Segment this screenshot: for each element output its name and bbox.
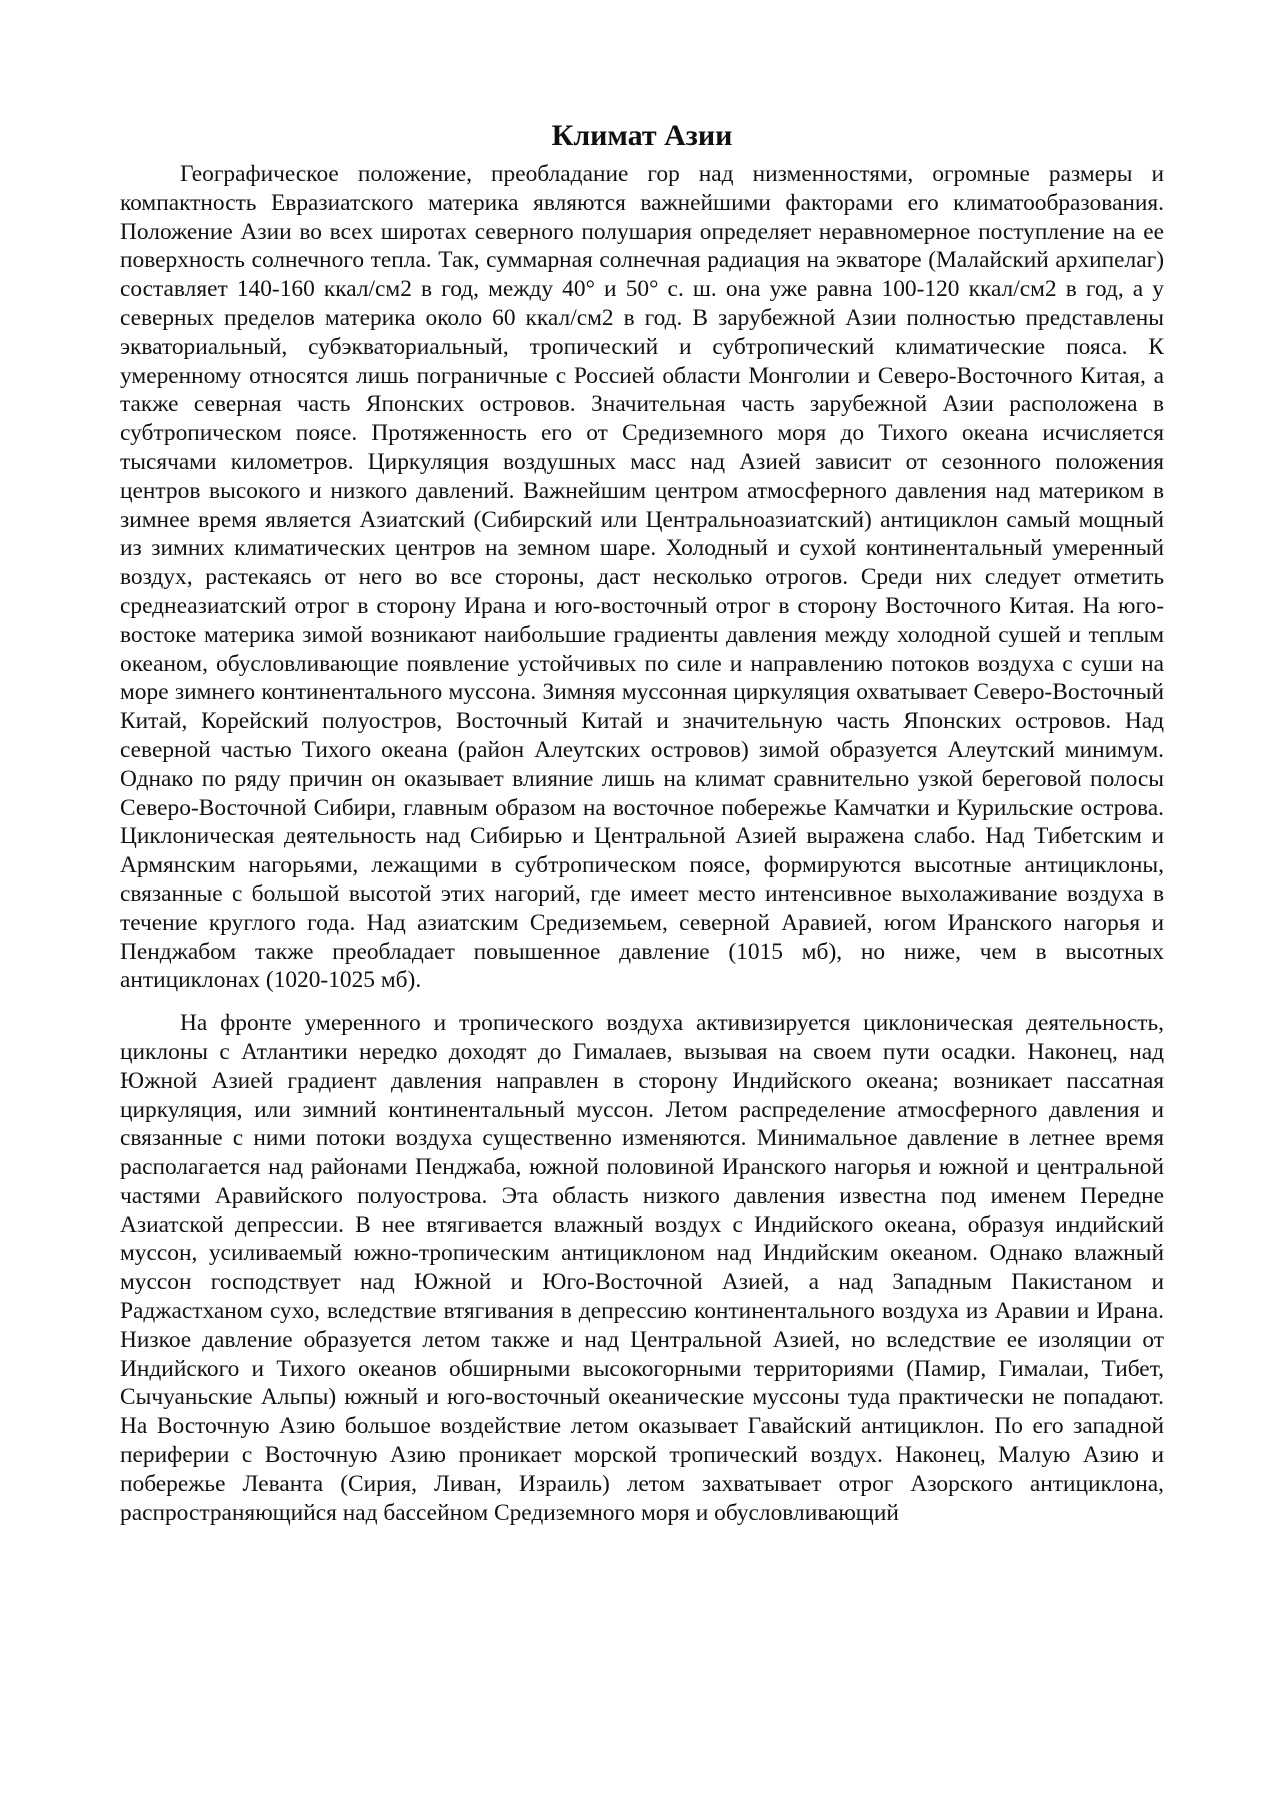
- document-page: [120, 118, 1164, 1527]
- paragraph-2: На фронте умеренного и тропического воздуха активизируется циклоническая деятельность, циклоны с Атлантики нередко доходят до Гималаев, вызывая на своем пути осадки. Наконец, над Южной Азией градиент давления направлен в сторону Индийского океана; возникает пассатная циркуляция, или зимний континентальный муссон. Летом распределение атмосферного давления и связанные с ними потоки воздуха существенно изменяются. Минимальное давление в летнее время располагается над районами Пенджаба, южной половиной Иранского нагорья и южной и центральной частями Аравийского полуострова. Эта область низкого давления известна под именем Передне Азиатской депрессии. В нее втягивается влажный воздух с Индийского океана, образуя индийский муссон, усиливаемый южно-тропическим антициклоном над Индийским океаном. Однако влажный муссон господствует над Южной и Юго-Восточной Азией, а над Западным Пакистаном и Раджастханом сухо, вследствие втягивания в депрессию континентального воздуха из Аравии и Ирана. Низкое давление образуется летом также и над Центральной Азией, но вследствие ее изоляции от Индийского и Тихого океанов обширными высокогорными территориями (Памир, Гималаи, Тибет, Сычуаньские Альпы) южный и юго-восточный океанические муссоны туда практически не попадают. На Восточную Азию большое воздействие летом оказывает Гавайский антициклон. По его западной периферии с Восточную Азию проникает морской тропический воздух. Наконец, Малую Азию и побережье Леванта (Сирия, Ливан, Израиль) летом захватывает отрог Азорского антициклона, распространяющийся над бассейном Средиземного моря и обусловливающий: [120, 1010, 1164, 1526]
- page-title: Климат Азии: [551, 119, 733, 152]
- paragraph-1: Географическое положение, преобладание гор над низменностями, огромные размеры и компактность Евразиатского материка являются важнейшими факторами его климатообразования. Положение Азии во всех широтах северного полушария определяет неравномерное поступление на ее поверхность солнечного тепла. Так, суммарная солнечная радиация на экваторе (Малайский архипелаг) составляет 140-160 ккал/см2 в год, между 40° и 50° с. ш. она уже равна 100-120 ккал/см2 в год, а у северных пределов материка около 60 ккал/см2 в год. В зарубежной Азии полностью представлены экваториальный, субэкваториальный, тропический и субтропический климатические пояса. К умеренному относятся лишь пограничные с Россией области Монголии и Северо-Восточного Китая, а также северная часть Японских островов. Значительная часть зарубежной Азии расположена в субтропическом поясе. Протяженность его от Средиземного моря до Тихого океана исчисляется тысячами километров. Циркуляция воздушных масс над Азией зависит от сезонного положения центров высокого и низкого давлений. Важнейшим центром атмосферного давления над материком в зимнее время является Азиатский (Сибирский или Центральноазиатский) антициклон самый мощный из зимних климатических центров на земном шаре. Холодный и сухой континентальный умеренный воздух, растекаясь от него во все стороны, даст несколько отрогов. Среди них следует отметить среднеазиатский отрог в сторону Ирана и юго-восточный отрог в сторону Восточного Китая. На юго-востоке материка зимой возникают наибольшие градиенты давления между холодной сушей и теплым океаном, обусловливающие появление устойчивых по силе и направлению потоков воздуха с суши на море зимнего континентального муссона. Зимняя муссонная циркуляция охватывает Северо-Восточный Китай, Корейский полуостров, Восточный Китай и значительную часть Японских островов. Над северной частью Тихого океана (район Алеутских островов) зимой образуется Алеутский минимум. Однако по ряду причин он оказывает влияние лишь на климат сравнительно узкой береговой полосы Северо-Восточной Сибири, главным образом на восточное побережье Камчатки и Курильские острова. Циклоническая деятельность над Сибирью и Центральной Азией выражена слабо. Над Тибетским и Армянским нагорьями, лежащими в субтропическом поясе, формируются высотные антициклоны, связанные с большой высотой этих нагорий, где имеет место интенсивное выхолаживание воздуха в течение круглого года. Над азиатским Средиземьем, северной Аравией, югом Иранского нагорья и Пенджабом также преобладает повышенное давление (1015 мб), но ниже, чем в высотных антициклонах (1020-1025 мб).: [120, 161, 1164, 994]
